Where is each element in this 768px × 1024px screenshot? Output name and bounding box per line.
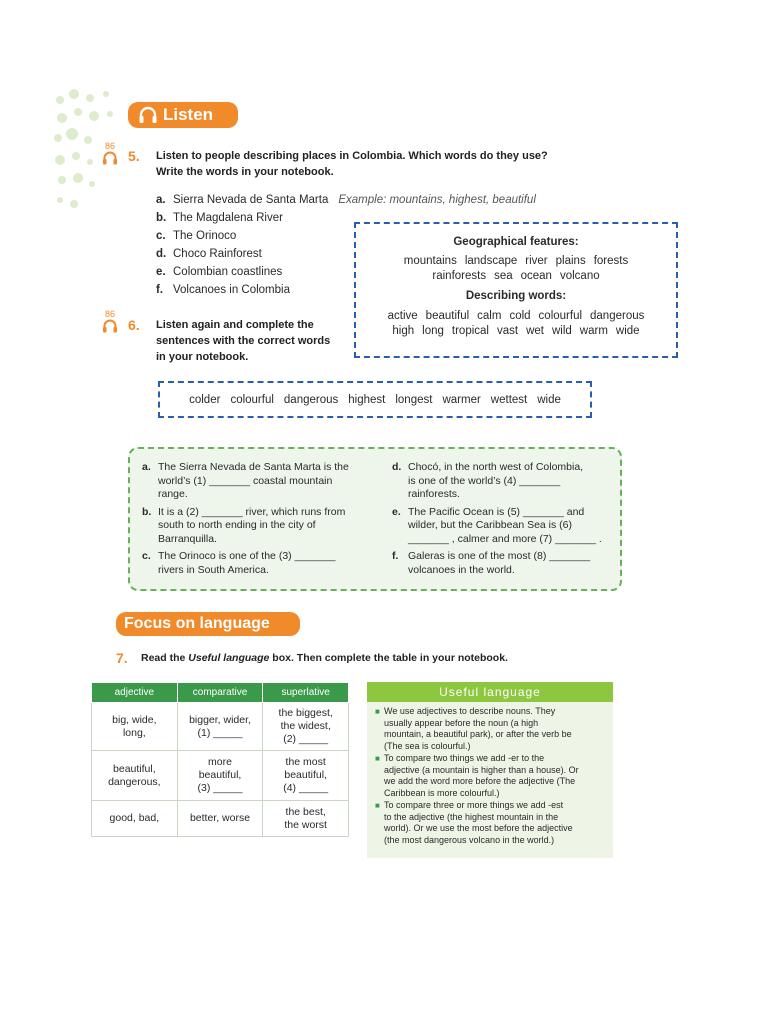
- word: active: [387, 310, 418, 322]
- list-line: To compare three or more things we add -est: [384, 800, 564, 810]
- word: plains: [555, 255, 586, 267]
- word: landscape: [464, 255, 518, 267]
- word: rainforests: [432, 270, 487, 282]
- cell-line: the worst: [284, 818, 327, 831]
- word: warmer: [442, 393, 481, 406]
- list-line: to the adjective (the highest mountain in the: [384, 811, 559, 822]
- word: cold: [509, 310, 531, 322]
- word: wet: [526, 325, 544, 337]
- sentence-f: [392, 550, 622, 577]
- headphones-icon: [102, 151, 118, 165]
- table-cell: [263, 751, 349, 801]
- option-letter: d.: [156, 248, 167, 260]
- list-line: (the most dangerous volcano in the world.): [384, 834, 555, 845]
- word: vast: [496, 325, 519, 337]
- instruction-line: Listen to people describing places in Colombia. Which words do they use?: [156, 150, 548, 162]
- cell-line: (1) _____: [197, 726, 243, 739]
- cell-line: the most: [285, 756, 326, 768]
- sentence-line: Chocó, in the north west of Colombia,: [408, 461, 584, 473]
- word: long: [422, 325, 444, 337]
- cell-line: better, worse: [189, 812, 251, 824]
- example-text: Example: mountains, highest, beautiful: [338, 194, 536, 206]
- word: highest: [348, 393, 386, 406]
- word: dangerous: [283, 393, 339, 406]
- word: colourful: [230, 393, 274, 406]
- list-item: [375, 800, 607, 846]
- sentence-line: rivers in South America.: [158, 563, 269, 576]
- instruction-line: Write the words in your notebook.: [156, 166, 334, 178]
- sentence-letter: f.: [392, 550, 399, 562]
- sentence-letter: d.: [392, 461, 402, 473]
- comparison-table: [91, 682, 349, 837]
- list-line: mountain, a beautiful park), or after the verb be: [384, 729, 572, 739]
- word: wide: [615, 325, 640, 337]
- word: tropical: [451, 325, 489, 337]
- option-text: The Orinoco: [173, 230, 237, 242]
- word: colder: [189, 393, 221, 406]
- audio-track-6[interactable]: [102, 309, 118, 333]
- describing-heading: Describing words:: [465, 290, 567, 302]
- word: volcano: [559, 270, 600, 282]
- cell-line: bigger, wider,: [189, 713, 251, 726]
- useful-language-title: Useful language: [367, 682, 613, 702]
- headphones-icon: [102, 319, 118, 333]
- instruction-part: Read the: [141, 652, 189, 664]
- option-text: The Magdalena River: [173, 212, 283, 224]
- cell-line: beautiful,: [113, 762, 156, 775]
- header-comparative: comparative: [177, 683, 263, 703]
- word: wide: [537, 393, 561, 406]
- cell-line: (3) _____: [197, 782, 243, 794]
- sentence-line: world’s (1) _______ coastal mountain: [158, 474, 333, 487]
- word: ocean: [520, 270, 552, 282]
- sentence-line: _______ , calmer and more (7) _______ .: [408, 532, 602, 545]
- sentence-line: wilder, but the Caribbean Sea is (6): [408, 519, 573, 531]
- listen-header: [128, 102, 238, 128]
- word: warm: [579, 325, 608, 337]
- option-letter: f.: [156, 284, 164, 296]
- sentence-line: volcanoes in the world.: [408, 563, 515, 576]
- exercise-6-instructions: [156, 317, 330, 365]
- cell-line: big, wide,: [112, 713, 157, 726]
- table-row: [92, 703, 349, 751]
- word-bank: [158, 381, 592, 418]
- list-line: (The sea is colourful.): [384, 740, 471, 751]
- table-row: [92, 751, 349, 801]
- table-cell: [263, 801, 349, 837]
- exercise-5-number: 5.: [128, 148, 140, 164]
- headphones-icon: [138, 106, 158, 124]
- describe-row-2: [356, 324, 676, 339]
- sentence-letter: b.: [142, 505, 152, 518]
- audio-track-5[interactable]: [102, 141, 118, 165]
- option-text: Colombian coastlines: [173, 266, 283, 278]
- describe-row-1: [356, 309, 676, 324]
- table-header-row: [92, 683, 349, 703]
- cell-line: (2) _____: [283, 733, 329, 745]
- sentence-letter: c.: [142, 550, 151, 562]
- useful-language-box: [367, 682, 613, 858]
- sentence-line: Barranquilla.: [158, 532, 217, 545]
- sentence-line: It is a (2) _______ river, which runs from: [158, 505, 346, 518]
- cell-line: more: [208, 756, 232, 768]
- exercise-7-number: 7.: [116, 650, 128, 666]
- list-line: usually appear before the noun (a high: [384, 717, 539, 728]
- sentence-line: rainforests.: [408, 488, 460, 500]
- word: calm: [477, 310, 502, 322]
- sentences-left: [142, 461, 372, 577]
- list-line: world). Or we use the most before the adjective: [384, 823, 573, 833]
- geo-row-2: [356, 269, 676, 284]
- cell-line: good, bad,: [109, 812, 160, 824]
- sentence-line: The Orinoco is one of the (3) _______: [158, 550, 336, 562]
- word-box-geography: [354, 222, 678, 358]
- table-cell: [92, 703, 178, 751]
- cell-line: the widest,: [280, 720, 331, 732]
- instruction-line: Listen again and complete the: [156, 319, 314, 331]
- cell-line: (4) _____: [283, 782, 329, 794]
- cell-line: dangerous,: [108, 775, 161, 788]
- word: river: [525, 255, 548, 267]
- instruction-italic: Useful language: [188, 652, 270, 664]
- header-adjective: adjective: [92, 683, 178, 703]
- bullet-icon: ■: [375, 754, 380, 763]
- useful-language-list: [367, 702, 613, 846]
- table-cell: [92, 751, 178, 801]
- exercise-5-instructions: [156, 148, 548, 180]
- table-cell: [92, 801, 178, 837]
- option-a: [156, 191, 536, 209]
- list-line: To compare two things we add -er to the: [384, 753, 545, 763]
- word: dangerous: [590, 310, 645, 322]
- sentence-line: The Pacific Ocean is (5) _______ and: [408, 505, 585, 518]
- table-row: [92, 801, 349, 837]
- option-text: Volcanoes in Colombia: [173, 284, 290, 296]
- sentence-a: [142, 461, 372, 502]
- header-superlative: superlative: [263, 683, 349, 703]
- exercise-7-instructions: [141, 650, 508, 666]
- cell-line: beautiful,: [198, 769, 242, 781]
- option-text: Choco Rainforest: [173, 248, 262, 260]
- bullet-icon: ■: [375, 707, 380, 716]
- word: high: [392, 325, 415, 337]
- sentence-line: The Sierra Nevada de Santa Marta is the: [158, 461, 349, 473]
- table-cell: [177, 801, 263, 837]
- word: forests: [593, 255, 629, 267]
- option-text: Sierra Nevada de Santa Marta: [173, 194, 329, 206]
- word: beautiful: [425, 310, 470, 322]
- sentence-letter: e.: [392, 505, 401, 518]
- word: colourful: [538, 310, 583, 322]
- table-cell: [263, 703, 349, 751]
- listen-title: Listen: [163, 105, 214, 124]
- option-letter: e.: [156, 266, 166, 278]
- cell-line: long,: [122, 726, 146, 739]
- cell-line: beautiful,: [284, 769, 327, 781]
- sentence-d: [392, 461, 622, 502]
- word: mountains: [403, 255, 457, 267]
- instruction-line: in your notebook.: [156, 351, 249, 363]
- sentence-letter: a.: [142, 461, 151, 473]
- list-item: [375, 706, 607, 752]
- list-line: adjective (a mountain is higher than a house). Or: [384, 764, 579, 775]
- exercise-6-number: 6.: [128, 317, 140, 333]
- instruction-line: sentences with the correct words: [156, 335, 331, 347]
- word: wettest: [490, 393, 528, 406]
- word: wild: [551, 325, 572, 337]
- list-line: we add the word more before the adjective (The: [384, 776, 576, 786]
- option-letter: a.: [156, 194, 166, 206]
- sentence-line: Galeras is one of the most (8) _______: [408, 550, 591, 562]
- word: sea: [494, 270, 513, 282]
- sentences-box: [128, 447, 622, 591]
- sentence-e: [392, 506, 622, 547]
- cell-line: the best,: [285, 805, 326, 818]
- table-cell: [177, 703, 263, 751]
- list-line: Caribbean is more colourful.): [384, 787, 500, 798]
- focus-on-language-header: Focus on language: [116, 612, 300, 636]
- sentence-c: [142, 550, 372, 577]
- bullet-icon: ■: [375, 801, 380, 810]
- cell-line: the biggest,: [278, 707, 333, 719]
- sentence-line: is one of the world’s (4) _______: [408, 474, 561, 487]
- option-letter: c.: [156, 230, 166, 242]
- geo-heading: Geographical features:: [453, 236, 579, 248]
- list-item: [375, 753, 607, 799]
- word: longest: [395, 393, 433, 406]
- geo-row-1: [356, 254, 676, 269]
- option-letter: b.: [156, 212, 167, 224]
- track-number: 86: [104, 141, 115, 151]
- sentence-b: [142, 506, 372, 547]
- table-cell: [177, 751, 263, 801]
- instruction-part: box. Then complete the table in your notebook.: [269, 652, 508, 664]
- sentence-line: range.: [158, 488, 188, 500]
- sentence-line: south to north ending in the city of: [158, 519, 316, 531]
- list-line: We use adjectives to describe nouns. They: [384, 706, 556, 716]
- sentences-right: [392, 461, 622, 577]
- track-number: 86: [104, 309, 115, 319]
